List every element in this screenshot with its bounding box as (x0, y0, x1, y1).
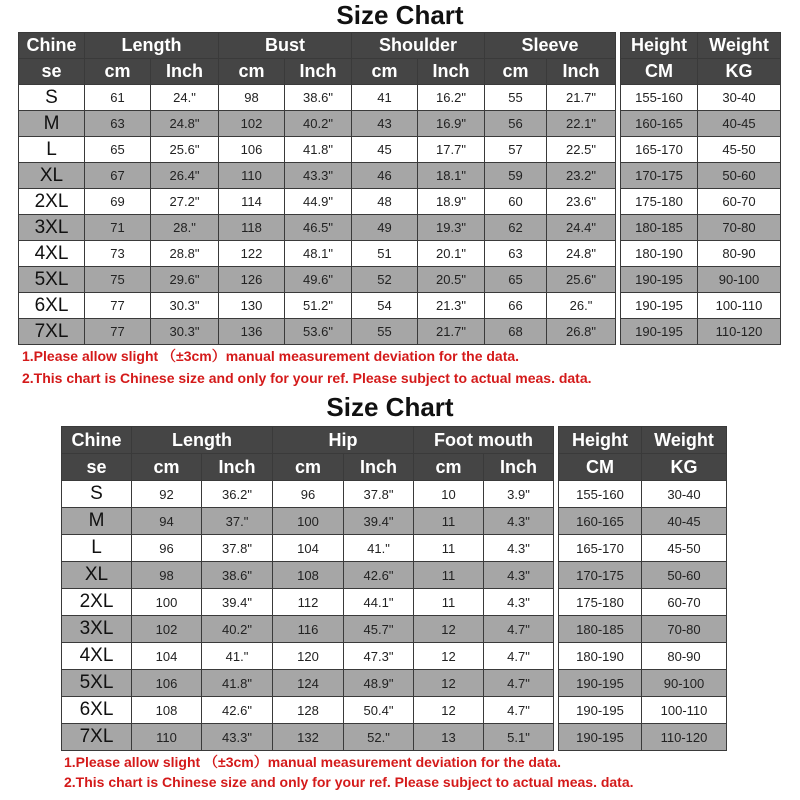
header-unit: Inch (151, 59, 219, 85)
measurement-cell: 136 (219, 319, 285, 345)
measurement-cell: 51 (352, 241, 418, 267)
measurement-cell: 100 (132, 589, 202, 616)
measurement-cell: 26." (547, 293, 616, 319)
height-range-cell: 170-175 (621, 163, 698, 189)
measurement-cell: 28." (151, 215, 219, 241)
measurement-cell: 38.6" (202, 562, 273, 589)
height-range-cell: 160-165 (559, 508, 642, 535)
measurement-cell: 41 (352, 85, 418, 111)
size-label-cell: 3XL (62, 616, 132, 643)
table-row (62, 481, 727, 508)
measurement-cell: 37.8" (202, 535, 273, 562)
measurement-cell: 44.1" (344, 589, 414, 616)
height-range-cell: 180-190 (621, 241, 698, 267)
header-group-sleeve: Sleeve (485, 33, 616, 59)
measurement-cell: 21.3" (418, 293, 485, 319)
size-label-cell: 7XL (62, 724, 132, 751)
measurement-cell: 43.3" (202, 724, 273, 751)
measurement-cell: 112 (273, 589, 344, 616)
measurement-cell: 110 (132, 724, 202, 751)
note-1: 1.Please allow slight （±3cm）manual measurement deviation for the data. (64, 754, 562, 770)
measurement-cell: 4.7" (484, 616, 554, 643)
measurement-cell: 30.3" (151, 293, 219, 319)
measurement-cell: 24.4" (547, 215, 616, 241)
header-weight-bottom: KG (698, 59, 781, 85)
measurement-cell: 45 (352, 137, 418, 163)
measurement-cell: 114 (219, 189, 285, 215)
measurement-cell: 55 (485, 85, 547, 111)
measurement-cell: 49 (352, 215, 418, 241)
height-range-cell: 155-160 (621, 85, 698, 111)
note-2: 2.This chart is Chinese size and only for your ref. Please subject to actual meas. data. (22, 370, 592, 386)
header-unit: cm (132, 454, 202, 481)
table-row (19, 85, 781, 111)
size-label-cell: 5XL (19, 267, 85, 293)
measurement-cell: 20.5" (418, 267, 485, 293)
measurement-cell: 5.1" (484, 724, 554, 751)
weight-range-cell: 70-80 (698, 215, 781, 241)
table-row (62, 697, 727, 724)
measurement-cell: 4.7" (484, 670, 554, 697)
measurement-cell: 104 (132, 643, 202, 670)
table-row (62, 589, 727, 616)
table-row (62, 562, 727, 589)
measurement-cell: 98 (219, 85, 285, 111)
measurement-cell: 77 (85, 319, 151, 345)
measurement-cell: 19.3" (418, 215, 485, 241)
header-unit: cm (414, 454, 484, 481)
size-label-cell: L (19, 137, 85, 163)
size-label-cell: 6XL (62, 697, 132, 724)
measurement-cell: 41." (344, 535, 414, 562)
header-unit: Inch (418, 59, 485, 85)
size-label-cell: 5XL (62, 670, 132, 697)
size-label-cell: 2XL (62, 589, 132, 616)
size-label-cell: 6XL (19, 293, 85, 319)
measurement-cell: 24.8" (151, 111, 219, 137)
measurement-cell: 42.6" (202, 697, 273, 724)
table-row (19, 189, 781, 215)
measurement-cell: 11 (414, 562, 484, 589)
measurement-cell: 16.9" (418, 111, 485, 137)
measurement-cell: 75 (85, 267, 151, 293)
measurement-cell: 46.5" (285, 215, 352, 241)
measurement-cell: 12 (414, 643, 484, 670)
measurement-cell: 4.7" (484, 697, 554, 724)
weight-range-cell: 80-90 (698, 241, 781, 267)
header-group-length: Length (132, 427, 273, 454)
header-unit: cm (352, 59, 418, 85)
height-range-cell: 190-195 (621, 319, 698, 345)
measurement-cell: 24." (151, 85, 219, 111)
header-group-bust: Bust (219, 33, 352, 59)
weight-range-cell: 100-110 (642, 697, 727, 724)
header-row-groups (19, 33, 781, 59)
table-row (62, 508, 727, 535)
table-row (19, 241, 781, 267)
size-label-cell: 4XL (19, 241, 85, 267)
measurement-cell: 73 (85, 241, 151, 267)
measurement-cell: 104 (273, 535, 344, 562)
header-unit: Inch (285, 59, 352, 85)
measurement-cell: 100 (273, 508, 344, 535)
measurement-cell: 23.2" (547, 163, 616, 189)
measurement-cell: 71 (85, 215, 151, 241)
header-group-shoulder: Shoulder (352, 33, 485, 59)
measurement-cell: 62 (485, 215, 547, 241)
measurement-cell: 4.7" (484, 643, 554, 670)
header-height-bottom: CM (559, 454, 642, 481)
weight-range-cell: 60-70 (698, 189, 781, 215)
measurement-cell: 52 (352, 267, 418, 293)
measurement-cell: 17.7" (418, 137, 485, 163)
measurement-cell: 110 (219, 163, 285, 189)
size-label-cell: XL (19, 163, 85, 189)
height-range-cell: 170-175 (559, 562, 642, 589)
measurement-cell: 18.1" (418, 163, 485, 189)
height-range-cell: 190-195 (559, 670, 642, 697)
measurement-cell: 12 (414, 697, 484, 724)
weight-range-cell: 70-80 (642, 616, 727, 643)
size-label-cell: M (62, 508, 132, 535)
header-size-top: Chine (19, 33, 85, 59)
measurement-cell: 102 (219, 111, 285, 137)
measurement-cell: 55 (352, 319, 418, 345)
measurement-cell: 126 (219, 267, 285, 293)
measurement-cell: 11 (414, 508, 484, 535)
measurement-cell: 52." (344, 724, 414, 751)
measurement-cell: 43 (352, 111, 418, 137)
measurement-cell: 108 (273, 562, 344, 589)
measurement-cell: 39.4" (202, 589, 273, 616)
note-1: 1.Please allow slight （±3cm）manual measurement deviation for the data. (22, 348, 520, 364)
header-height-top: Height (559, 427, 642, 454)
table-row (62, 670, 727, 697)
header-unit: cm (85, 59, 151, 85)
measurement-cell: 4.3" (484, 508, 554, 535)
header-height-bottom: CM (621, 59, 698, 85)
table-row (19, 137, 781, 163)
header-weight-bottom: KG (642, 454, 727, 481)
height-range-cell: 180-185 (559, 616, 642, 643)
header-unit: Inch (202, 454, 273, 481)
header-unit: Inch (547, 59, 616, 85)
size-label-cell: L (62, 535, 132, 562)
weight-range-cell: 90-100 (642, 670, 727, 697)
measurement-cell: 48.9" (344, 670, 414, 697)
measurement-cell: 11 (414, 535, 484, 562)
measurement-cell: 118 (219, 215, 285, 241)
height-range-cell: 190-195 (559, 697, 642, 724)
measurement-cell: 130 (219, 293, 285, 319)
measurement-cell: 40.2" (202, 616, 273, 643)
header-group-foot-mouth: Foot mouth (414, 427, 554, 454)
size-label-cell: S (62, 481, 132, 508)
measurement-cell: 21.7" (547, 85, 616, 111)
measurement-cell: 48 (352, 189, 418, 215)
measurement-cell: 120 (273, 643, 344, 670)
header-group-hip: Hip (273, 427, 414, 454)
measurement-cell: 45.7" (344, 616, 414, 643)
measurement-cell: 122 (219, 241, 285, 267)
measurement-cell: 49.6" (285, 267, 352, 293)
size-label-cell: M (19, 111, 85, 137)
measurement-cell: 41.8" (202, 670, 273, 697)
measurement-cell: 39.4" (344, 508, 414, 535)
measurement-cell: 68 (485, 319, 547, 345)
header-size-bottom: se (62, 454, 132, 481)
table-row (19, 293, 781, 319)
measurement-cell: 51.2" (285, 293, 352, 319)
measurement-cell: 60 (485, 189, 547, 215)
measurement-cell: 96 (132, 535, 202, 562)
measurement-cell: 36.2" (202, 481, 273, 508)
height-range-cell: 155-160 (559, 481, 642, 508)
measurement-cell: 3.9" (484, 481, 554, 508)
measurement-cell: 23.6" (547, 189, 616, 215)
weight-range-cell: 50-60 (642, 562, 727, 589)
measurement-cell: 46 (352, 163, 418, 189)
height-range-cell: 190-195 (621, 267, 698, 293)
measurement-cell: 41." (202, 643, 273, 670)
size-label-cell: 2XL (19, 189, 85, 215)
height-range-cell: 165-170 (559, 535, 642, 562)
size-label-cell: 3XL (19, 215, 85, 241)
measurement-cell: 4.3" (484, 562, 554, 589)
measurement-cell: 37.8" (344, 481, 414, 508)
weight-range-cell: 30-40 (698, 85, 781, 111)
height-range-cell: 175-180 (559, 589, 642, 616)
size-label-cell: S (19, 85, 85, 111)
size-chart-title-1: Size Chart (336, 0, 464, 30)
table-row (62, 724, 727, 751)
measurement-cell: 28.8" (151, 241, 219, 267)
measurement-cell: 116 (273, 616, 344, 643)
measurement-cell: 16.2" (418, 85, 485, 111)
measurement-cell: 50.4" (344, 697, 414, 724)
measurement-cell: 24.8" (547, 241, 616, 267)
size-chart-table-1 (18, 32, 781, 345)
measurement-cell: 124 (273, 670, 344, 697)
height-range-cell: 190-195 (621, 293, 698, 319)
header-row-units (19, 59, 781, 85)
height-range-cell: 180-185 (621, 215, 698, 241)
measurement-cell: 18.9" (418, 189, 485, 215)
measurement-cell: 61 (85, 85, 151, 111)
measurement-cell: 43.3" (285, 163, 352, 189)
weight-range-cell: 60-70 (642, 589, 727, 616)
measurement-cell: 102 (132, 616, 202, 643)
measurement-cell: 106 (219, 137, 285, 163)
measurement-cell: 67 (85, 163, 151, 189)
header-row-units (62, 454, 727, 481)
measurement-cell: 132 (273, 724, 344, 751)
measurement-cell: 47.3" (344, 643, 414, 670)
height-range-cell: 160-165 (621, 111, 698, 137)
measurement-cell: 29.6" (151, 267, 219, 293)
measurement-cell: 77 (85, 293, 151, 319)
weight-range-cell: 45-50 (642, 535, 727, 562)
measurement-cell: 65 (485, 267, 547, 293)
measurement-cell: 128 (273, 697, 344, 724)
measurement-cell: 42.6" (344, 562, 414, 589)
measurement-cell: 69 (85, 189, 151, 215)
measurement-cell: 12 (414, 670, 484, 697)
measurement-cell: 53.6" (285, 319, 352, 345)
table-row (19, 267, 781, 293)
weight-range-cell: 40-45 (698, 111, 781, 137)
header-unit: Inch (484, 454, 554, 481)
header-weight-top: Weight (698, 33, 781, 59)
measurement-cell: 22.1" (547, 111, 616, 137)
height-range-cell: 165-170 (621, 137, 698, 163)
measurement-cell: 37." (202, 508, 273, 535)
measurement-cell: 106 (132, 670, 202, 697)
measurement-cell: 108 (132, 697, 202, 724)
measurement-cell: 40.2" (285, 111, 352, 137)
measurement-cell: 59 (485, 163, 547, 189)
measurement-cell: 4.3" (484, 589, 554, 616)
measurement-cell: 38.6" (285, 85, 352, 111)
table-row (19, 319, 781, 345)
weight-range-cell: 90-100 (698, 267, 781, 293)
weight-range-cell: 100-110 (698, 293, 781, 319)
table-row (62, 643, 727, 670)
weight-range-cell: 80-90 (642, 643, 727, 670)
measurement-cell: 25.6" (547, 267, 616, 293)
weight-range-cell: 110-120 (698, 319, 781, 345)
measurement-cell: 10 (414, 481, 484, 508)
weight-range-cell: 45-50 (698, 137, 781, 163)
table-row (62, 616, 727, 643)
table-row (19, 163, 781, 189)
header-unit: cm (219, 59, 285, 85)
measurement-cell: 48.1" (285, 241, 352, 267)
measurement-cell: 63 (85, 111, 151, 137)
measurement-cell: 94 (132, 508, 202, 535)
height-range-cell: 175-180 (621, 189, 698, 215)
measurement-cell: 65 (85, 137, 151, 163)
size-chart-table-2 (61, 426, 727, 751)
measurement-cell: 27.2" (151, 189, 219, 215)
height-range-cell: 180-190 (559, 643, 642, 670)
weight-range-cell: 30-40 (642, 481, 727, 508)
measurement-cell: 63 (485, 241, 547, 267)
measurement-cell: 30.3" (151, 319, 219, 345)
weight-range-cell: 110-120 (642, 724, 727, 751)
table-row (19, 215, 781, 241)
size-label-cell: XL (62, 562, 132, 589)
note-2: 2.This chart is Chinese size and only for your ref. Please subject to actual meas. data. (64, 774, 634, 790)
measurement-cell: 98 (132, 562, 202, 589)
measurement-cell: 66 (485, 293, 547, 319)
measurement-cell: 44.9" (285, 189, 352, 215)
measurement-cell: 13 (414, 724, 484, 751)
measurement-cell: 92 (132, 481, 202, 508)
measurement-cell: 21.7" (418, 319, 485, 345)
size-label-cell: 7XL (19, 319, 85, 345)
header-unit: cm (485, 59, 547, 85)
measurement-cell: 57 (485, 137, 547, 163)
header-group-length: Length (85, 33, 219, 59)
weight-range-cell: 50-60 (698, 163, 781, 189)
measurement-cell: 41.8" (285, 137, 352, 163)
table-row (19, 111, 781, 137)
size-chart-title-2: Size Chart (326, 392, 454, 422)
measurement-cell: 4.3" (484, 535, 554, 562)
header-row-groups (62, 427, 727, 454)
header-size-bottom: se (19, 59, 85, 85)
table-row (62, 535, 727, 562)
measurement-cell: 54 (352, 293, 418, 319)
measurement-cell: 26.8" (547, 319, 616, 345)
measurement-cell: 25.6" (151, 137, 219, 163)
weight-range-cell: 40-45 (642, 508, 727, 535)
measurement-cell: 20.1" (418, 241, 485, 267)
measurement-cell: 12 (414, 616, 484, 643)
measurement-cell: 26.4" (151, 163, 219, 189)
height-range-cell: 190-195 (559, 724, 642, 751)
measurement-cell: 22.5" (547, 137, 616, 163)
size-label-cell: 4XL (62, 643, 132, 670)
header-size-top: Chine (62, 427, 132, 454)
header-unit: Inch (344, 454, 414, 481)
measurement-cell: 11 (414, 589, 484, 616)
measurement-cell: 56 (485, 111, 547, 137)
header-height-top: Height (621, 33, 698, 59)
header-unit: cm (273, 454, 344, 481)
header-weight-top: Weight (642, 427, 727, 454)
measurement-cell: 96 (273, 481, 344, 508)
